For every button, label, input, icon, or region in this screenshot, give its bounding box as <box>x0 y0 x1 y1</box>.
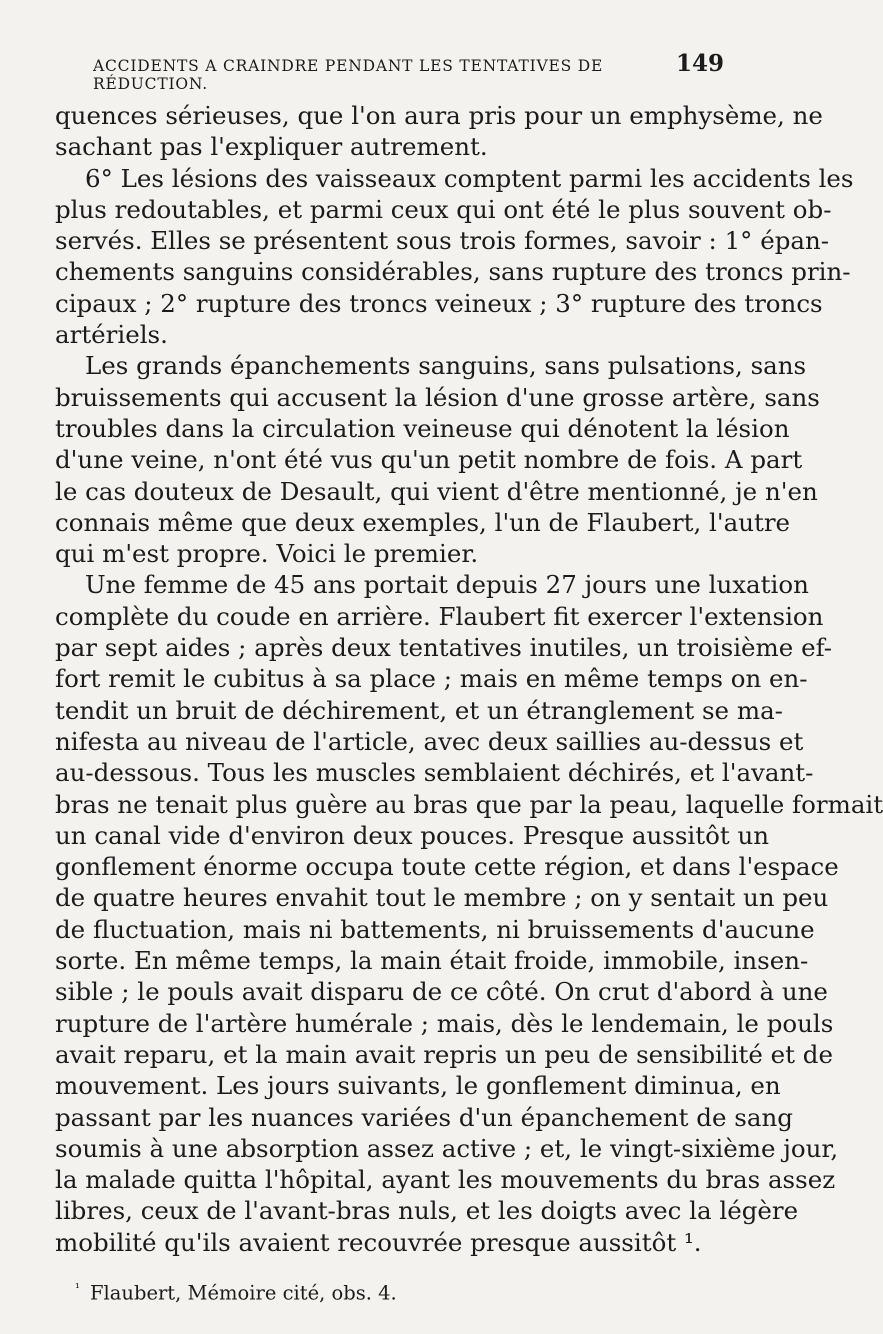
running-head-title: ACCIDENTS A CRAINDRE PENDANT LES TENTATIVES DE RÉDUCTION. <box>93 57 604 93</box>
text-line: un canal vide d'environ deux pouces. Presque aussitôt un <box>55 820 770 850</box>
text-line: connais même que deux exemples, l'un de Flaubert, l'autre <box>55 507 791 537</box>
text-line: sorte. En même temps, la main était froide, immobile, insen- <box>55 946 809 976</box>
body-text <box>55 100 883 1258</box>
text-line: complète du coude en arrière. Flaubert fit exercer l'extension <box>55 601 824 631</box>
text-line: rupture de l'artère humérale ; mais, dès le lendemain, le pouls <box>55 1008 834 1038</box>
text-line: gonflement énorme occupa toute cette région, et dans l'espace <box>55 852 839 882</box>
text-line: la malade quitta l'hôpital, ayant les mouvements du bras assez <box>55 1165 836 1195</box>
footnote-mark: ¹ <box>75 1280 80 1295</box>
text-line: bras ne tenait plus guère au bras que par la peau, laquelle formait <box>55 789 883 819</box>
text-line: bruissements qui accusent la lésion d'une grosse artère, sans <box>55 382 820 412</box>
text-line: d'une veine, n'ont été vus qu'un petit nombre de fois. A part <box>55 445 803 475</box>
footnote-text: Flaubert, Mémoire cité, obs. 4. <box>90 1281 397 1305</box>
footnote-spacer <box>55 1258 724 1276</box>
text-line: 6° Les lésions des vaisseaux comptent parmi les accidents les <box>85 163 854 193</box>
text-line: soumis à une absorption assez active ; et, le vingt-sixième jour, <box>55 1133 839 1163</box>
text-line: sachant pas l'expliquer autrement. <box>55 132 488 162</box>
text-line: tendit un bruit de déchirement, et un étranglement se ma- <box>55 695 783 725</box>
text-line: par sept aides ; après deux tentatives inutiles, un troisième ef- <box>55 633 833 663</box>
text-line: de quatre heures envahit tout le membre ; on y sentait un peu <box>55 883 829 913</box>
text-line: troubles dans la circulation veineuse qui dénotent la lésion <box>55 413 790 443</box>
running-head <box>55 50 724 100</box>
text-line: qui m'est propre. Voici le premier. <box>55 539 479 569</box>
text-line: plus redoutables, et parmi ceux qui ont été le plus souvent ob- <box>55 194 832 224</box>
text-line: Une femme de 45 ans portait depuis 27 jours une luxation <box>85 570 809 600</box>
page-number: 149 <box>675 50 724 77</box>
text-line: nifesta au niveau de l'article, avec deux saillies au-dessus et <box>55 726 804 756</box>
text-line: au-dessous. Tous les muscles semblaient déchirés, et l'avant- <box>55 758 814 788</box>
text-line: sible ; le pouls avait disparu de ce côté. On crut d'abord à une <box>55 977 828 1007</box>
text-line: le cas douteux de Desault, qui vient d'être mentionné, je n'en <box>55 476 818 506</box>
text-line: fort remit le cubitus à sa place ; mais en même temps on en- <box>55 664 808 694</box>
text-line: chements sanguins considérables, sans rupture des troncs prin- <box>55 257 851 287</box>
text-line: passant par les nuances variées d'un épanchement de sang <box>55 1102 793 1132</box>
text-line: de fluctuation, mais ni battements, ni bruissements d'aucune <box>55 914 815 944</box>
text-line: cipaux ; 2° rupture des troncs veineux ; 3° rupture des troncs <box>55 288 823 318</box>
text-line: libres, ceux de l'avant-bras nuls, et les doigts avec la légère <box>55 1196 799 1226</box>
text-line: mouvement. Les jours suivants, le gonflement diminua, en <box>55 1071 781 1101</box>
text-line: Les grands épanchements sanguins, sans pulsations, sans <box>85 351 807 381</box>
text-line: artériels. <box>55 320 168 350</box>
footnote <box>55 1276 724 1306</box>
text-line: mobilité qu'ils avaient recouvrée presque aussitôt ¹. <box>55 1227 702 1257</box>
text-line: avait reparu, et la main avait repris un peu de sensibilité et de <box>55 1039 833 1069</box>
text-line: quences sérieuses, que l'on aura pris pour un emphysème, ne <box>55 101 823 130</box>
text-line: servés. Elles se présentent sous trois formes, savoir : 1° épan- <box>55 226 830 256</box>
